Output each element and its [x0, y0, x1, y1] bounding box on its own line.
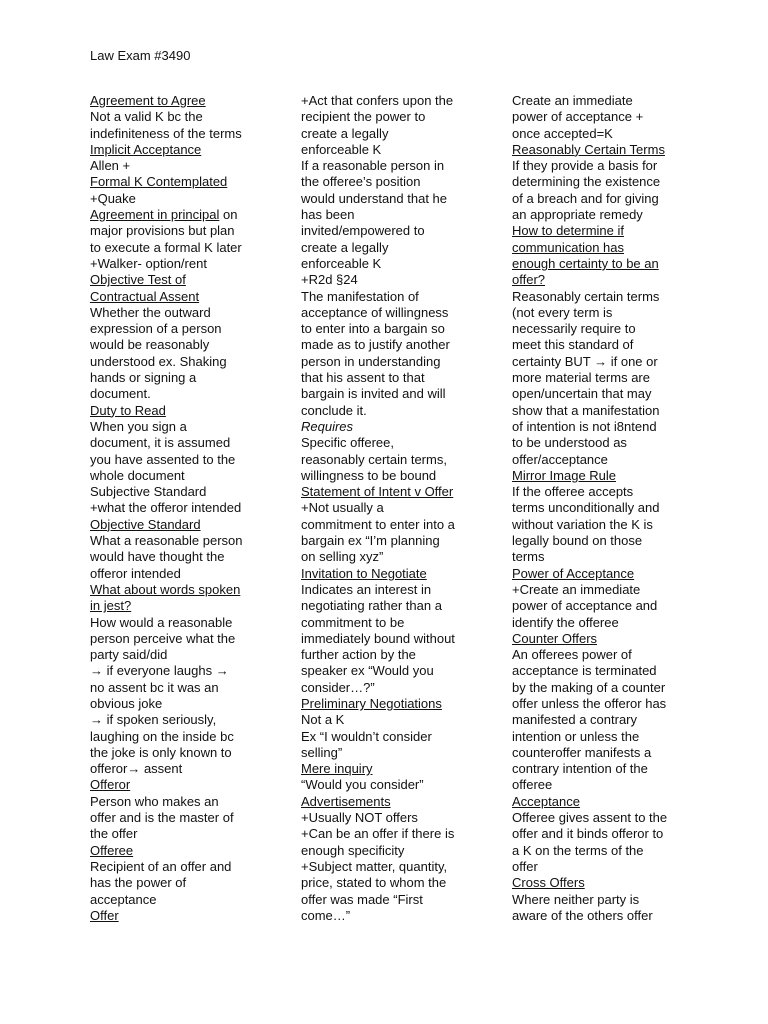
text-line: invited/empowered to	[301, 223, 425, 239]
text-line: determining the existence	[512, 174, 661, 190]
text-line: would have thought the	[90, 549, 225, 565]
text-line: Allen +	[90, 158, 131, 174]
heading-line: Cross Offers	[512, 875, 585, 891]
text-line: legally bound on those	[512, 533, 643, 549]
text-line: recipient the power to	[301, 109, 426, 125]
text-line: +R2d §24	[301, 272, 358, 288]
text-line: +Usually NOT offers	[301, 810, 418, 826]
text-line: Recipient of an offer and	[90, 858, 232, 874]
document-header: Law Exam #3490	[90, 48, 191, 63]
text-line: consider…?”	[301, 679, 375, 695]
text-line: power of acceptance and	[512, 598, 658, 614]
text-line: Offeree gives assent to the	[512, 810, 668, 826]
notes-column-1	[90, 93, 260, 924]
text-line: “Would you consider”	[301, 777, 424, 793]
notes-column-2	[301, 93, 471, 924]
text-line: necessarily require to	[512, 321, 636, 337]
text-line: open/uncertain that may	[512, 386, 652, 402]
text-line: selling”	[301, 744, 343, 760]
text-line: of intention is not i8ntend	[512, 418, 657, 434]
text-line: offer and it binds offeror to	[512, 826, 664, 842]
text-line: would be reasonably	[90, 337, 210, 353]
heading-line: offer?	[512, 272, 546, 288]
heading-line: Mirror Image Rule	[512, 467, 617, 483]
text-line: +Can be an offer if there is	[301, 826, 455, 842]
text-line: meet this standard of	[512, 337, 634, 353]
heading-line: Contractual Assent	[90, 288, 200, 304]
heading-line: enough certainty to be an	[512, 255, 659, 271]
heading-line: Counter Offers	[512, 630, 598, 646]
text-line: intention or unless the	[512, 728, 640, 744]
text-line: create a legally	[301, 239, 389, 255]
notes-column-3	[512, 93, 682, 924]
text-line: The manifestation of	[301, 288, 419, 304]
heading-line: Objective Standard	[90, 516, 201, 532]
text-line: that his assent to that	[301, 370, 425, 386]
text-line: +Subject matter, quantity,	[301, 858, 448, 874]
text-line: Where neither party is	[512, 891, 640, 907]
italic-line: Requires	[301, 418, 354, 434]
heading-line: Mere inquiry	[301, 761, 373, 777]
text-line: create a legally	[301, 125, 389, 141]
text-line: negotiating rather than a	[301, 598, 442, 614]
text-line: +what the offeror intended	[90, 500, 242, 516]
text-line: made as to justify another	[301, 337, 450, 353]
text-line: to execute a formal K later	[90, 239, 242, 255]
text-line: more material terms are	[512, 370, 650, 386]
heading-line: Implicit Acceptance	[90, 141, 202, 157]
text-line: further action by the	[301, 647, 416, 663]
text-line: hands or signing a	[90, 370, 197, 386]
text-line: offeree	[512, 777, 553, 793]
text-line: reasonably certain terms,	[301, 451, 447, 467]
text-line: to enter into a bargain so	[301, 321, 445, 337]
text-line: power of acceptance +	[512, 109, 644, 125]
text-line: to be understood as	[512, 435, 627, 451]
heading-line: Reasonably Certain Terms	[512, 141, 665, 157]
text-line: Person who makes an	[90, 793, 219, 809]
text-line: person in understanding	[301, 353, 441, 369]
text-line: speaker ex “Would you	[301, 663, 434, 679]
heading-line: Agreement to Agree	[90, 93, 206, 108]
text-line: (not every term is	[512, 304, 613, 320]
text-line: laughing on the inside bc	[90, 728, 234, 744]
text-line: certainty BUT → if one or	[512, 353, 658, 369]
text-line: acceptance	[90, 891, 157, 907]
heading-line: Offer	[90, 907, 119, 923]
text-line: no assent bc it was an	[90, 679, 219, 695]
text-line: +Create an immediate	[512, 581, 641, 597]
text-line: Subjective Standard	[90, 484, 207, 500]
text-line: price, stated to whom the	[301, 875, 447, 891]
text-line: come…”	[301, 907, 351, 923]
text-line: major provisions but plan	[90, 223, 235, 239]
text-line: document.	[90, 386, 151, 402]
text-line: → if everyone laughs →	[90, 663, 229, 679]
text-line: +Quake	[90, 190, 136, 206]
text-line: show that a manifestation	[512, 402, 660, 418]
text-line: Create an immediate	[512, 93, 633, 108]
text-line: How would a reasonable	[90, 614, 233, 630]
text-line: has been	[301, 207, 355, 223]
text-line: on selling xyz”	[301, 549, 384, 565]
heading-line: How to determine if	[512, 223, 624, 239]
text-line: → if spoken seriously,	[90, 712, 217, 728]
text-line: without variation the K is	[512, 516, 653, 532]
text-line: the offer	[90, 826, 138, 842]
text-line: commitment to enter into a	[301, 516, 455, 532]
text-line: If a reasonable person in	[301, 158, 445, 174]
heading-line: Power of Acceptance	[512, 565, 635, 581]
text-line: Ex “I wouldn’t consider	[301, 728, 432, 744]
heading-line: Acceptance	[512, 793, 580, 809]
text-line: bargain ex “I’m planning	[301, 533, 440, 549]
text-line: a K on the terms of the	[512, 842, 644, 858]
heading-line: Invitation to Negotiate	[301, 565, 427, 581]
heading-line: Advertisements	[301, 793, 391, 809]
text-line: When you sign a	[90, 418, 187, 434]
text-line: enough specificity	[301, 842, 405, 858]
text-line: enforceable K	[301, 255, 382, 271]
text-line: understood ex. Shaking	[90, 353, 227, 369]
text-line: once accepted=K	[512, 125, 613, 141]
heading-line: in jest?	[90, 598, 132, 614]
text-line: obvious joke	[90, 695, 163, 711]
text-line: indefiniteness of the terms	[90, 125, 242, 141]
text-line: conclude it.	[301, 402, 367, 418]
text-line: If they provide a basis for	[512, 158, 658, 174]
text-line: has the power of	[90, 875, 187, 891]
heading-line: Formal K Contemplated	[90, 174, 228, 190]
text-line: Specific offeree,	[301, 435, 394, 451]
text-line: offer/acceptance	[512, 451, 608, 467]
heading-line	[90, 207, 260, 223]
text-line: +Walker- option/rent	[90, 255, 207, 271]
text-line: terms	[512, 549, 545, 565]
text-line: offeror intended	[90, 565, 181, 581]
text-line: terms unconditionally and	[512, 500, 660, 516]
text-line: you have assented to the	[90, 451, 236, 467]
text-line: willingness to be bound	[301, 467, 437, 483]
text-line: +Act that confers upon the	[301, 93, 454, 108]
text-line: the joke is only known to	[90, 744, 232, 760]
text-line: commitment to be	[301, 614, 405, 630]
heading-line: Offeror	[90, 777, 131, 793]
text-line: offer	[512, 858, 538, 874]
text-line: aware of the others offer	[512, 907, 653, 923]
heading-line: Duty to Read	[90, 402, 166, 418]
text-line: enforceable K	[301, 141, 382, 157]
text-line: the offeree’s position	[301, 174, 421, 190]
text-line: whole document	[90, 467, 185, 483]
text-line: would understand that he	[301, 190, 447, 206]
text-line: an appropriate remedy	[512, 207, 643, 223]
line-text: on	[219, 207, 238, 223]
text-line: document, it is assumed	[90, 435, 231, 451]
text-line: Reasonably certain terms	[512, 288, 660, 304]
text-line: Not a K	[301, 712, 345, 728]
text-line: party said/did	[90, 647, 168, 663]
text-line: offer and is the master of	[90, 810, 234, 826]
text-line: by the making of a counter	[512, 679, 666, 695]
heading-line: What about words spoken	[90, 581, 241, 597]
text-line: contrary intention of the	[512, 761, 648, 777]
text-line: What a reasonable person	[90, 533, 243, 549]
text-line: bargain is invited and will	[301, 386, 446, 402]
text-line: acceptance is terminated	[512, 663, 657, 679]
text-line: counteroffer manifests a	[512, 744, 652, 760]
text-line: manifested a contrary	[512, 712, 638, 728]
text-line: An offerees power of	[512, 647, 632, 663]
text-line: person perceive what the	[90, 630, 236, 646]
heading-line: Offeree	[90, 842, 134, 858]
text-line: of a breach and for giving	[512, 190, 659, 206]
text-line: Not a valid K bc the	[90, 109, 203, 125]
heading-text: Agreement in principal	[90, 207, 220, 223]
text-line: +Not usually a	[301, 500, 384, 516]
heading-line: Objective Test of	[90, 272, 186, 288]
text-line: expression of a person	[90, 321, 222, 337]
text-line: Indicates an interest in	[301, 581, 432, 597]
heading-line: Preliminary Negotiations	[301, 695, 442, 711]
text-line: If the offeree accepts	[512, 484, 634, 500]
text-line: offeror→ assent	[90, 761, 183, 777]
text-line: offer was made “First	[301, 891, 423, 907]
text-line: identify the offeree	[512, 614, 619, 630]
text-line: Whether the outward	[90, 304, 211, 320]
text-line: immediately bound without	[301, 630, 455, 646]
heading-line: Statement of Intent v Offer	[301, 484, 454, 500]
heading-line: communication has	[512, 239, 624, 255]
text-line: offer unless the offeror has	[512, 695, 667, 711]
text-line: acceptance of willingness	[301, 304, 449, 320]
